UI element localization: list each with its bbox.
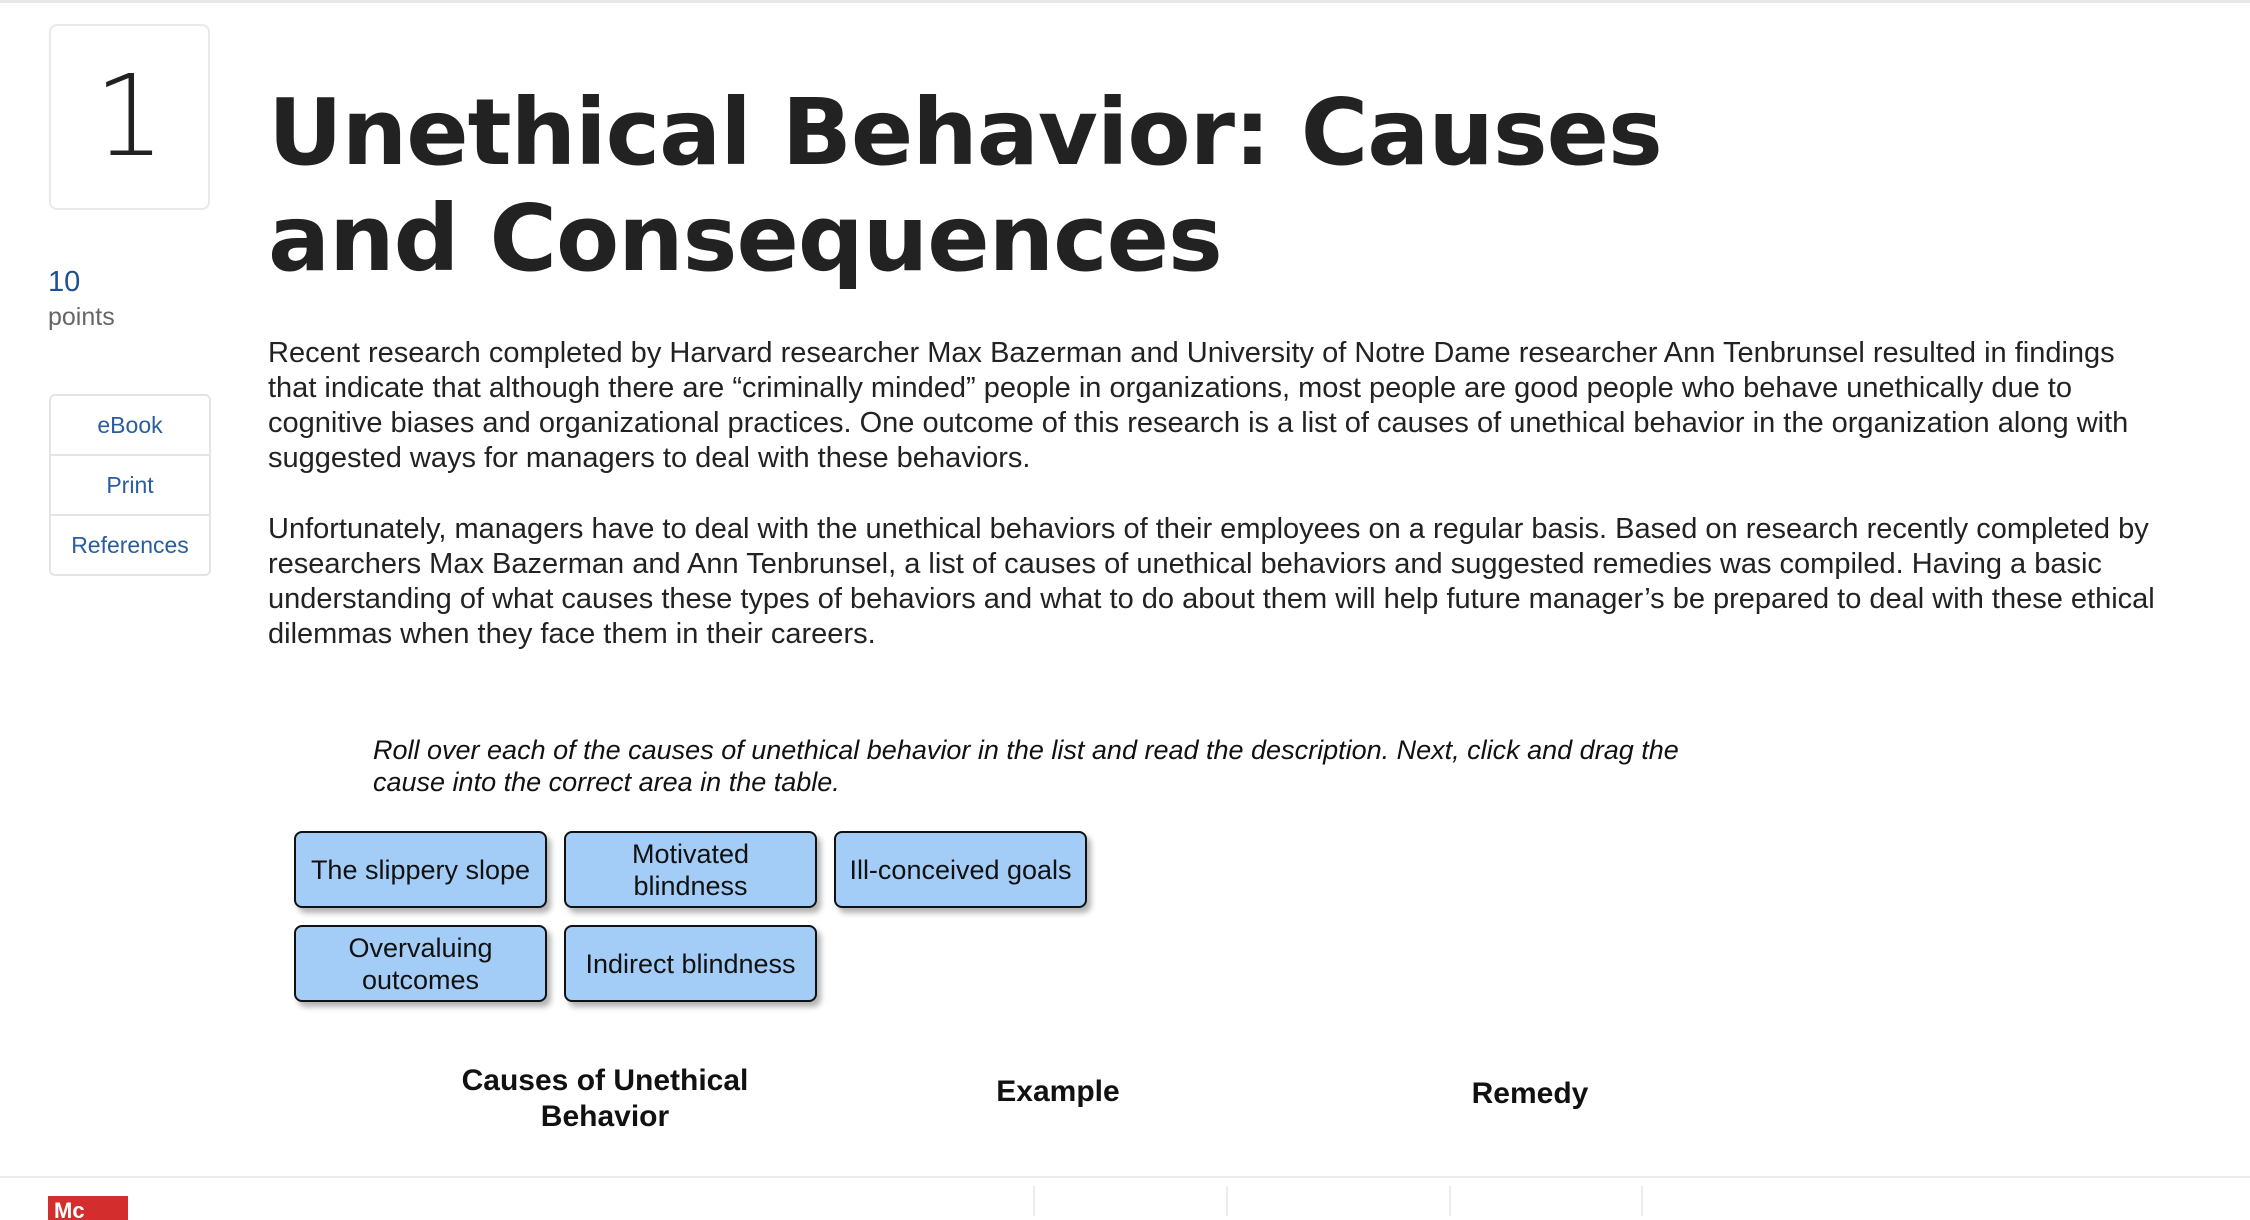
footer-separator — [1033, 1186, 1035, 1216]
footer-divider — [0, 1176, 2250, 1178]
footer-separator — [1449, 1186, 1451, 1216]
top-divider — [0, 0, 2250, 3]
footer-separator — [1641, 1186, 1643, 1216]
resource-links — [49, 394, 211, 576]
question-title: Unethical Behavior: Causes and Consequences — [268, 79, 1662, 292]
drag-instructions: Roll over each of the causes of unethical behavior in the list and read the description. Next, click and drag the cause into the correct area in the table. — [373, 735, 1679, 797]
points-value: 10 — [48, 266, 81, 298]
column-header-example: Example — [996, 1075, 1120, 1108]
intro-paragraph: Recent research completed by Harvard researcher Max Bazerman and University of Notre Dame researcher Ann Tenbrunsel resulted in findings that indicate that although there are “criminally minded” people in organizations, most people are good people who behave unethically due to cognitive biases and organizational practices. One outcome of this research is a list of causes of unethical behavior in the organization along with suggested ways for managers to deal with these behaviors. — [268, 337, 2129, 474]
context-paragraph: Unfortunately, managers have to deal with the unethical behaviors of their employees on a regular basis. Based on research recently completed by researchers Max Bazerman and Ann Tenbrunsel, a list of causes of unethical behaviors and suggested remedies was compiled. Having a basic understanding of what causes these types of behaviors and what to do about them will help future manager’s be prepared to deal with these ethical dilemmas when they face them in their careers. — [268, 513, 2155, 650]
publisher-logo: Mc — [48, 1196, 128, 1220]
ebook-link[interactable]: eBook — [51, 396, 209, 456]
drag-chip-ill-conceived-goals[interactable]: Ill-conceived goals — [834, 831, 1087, 908]
drag-chip-indirect-blindness[interactable]: Indirect blindness — [564, 925, 817, 1002]
question-number: 1 — [49, 24, 210, 210]
footer-separator — [1226, 1186, 1228, 1216]
print-link[interactable]: Print — [51, 456, 209, 516]
column-header-remedy: Remedy — [1471, 1077, 1589, 1110]
references-link[interactable]: References — [71, 532, 189, 558]
drag-chip-motivated-blindness[interactable]: Motivated blindness — [564, 831, 817, 908]
drag-chip-slippery-slope[interactable]: The slippery slope — [294, 831, 547, 908]
points-label: points — [48, 303, 115, 331]
column-header-causes: Causes of Unethical Behavior — [461, 1064, 749, 1133]
drag-chip-overvaluing-outcomes[interactable]: Overvaluing outcomes — [294, 925, 547, 1002]
